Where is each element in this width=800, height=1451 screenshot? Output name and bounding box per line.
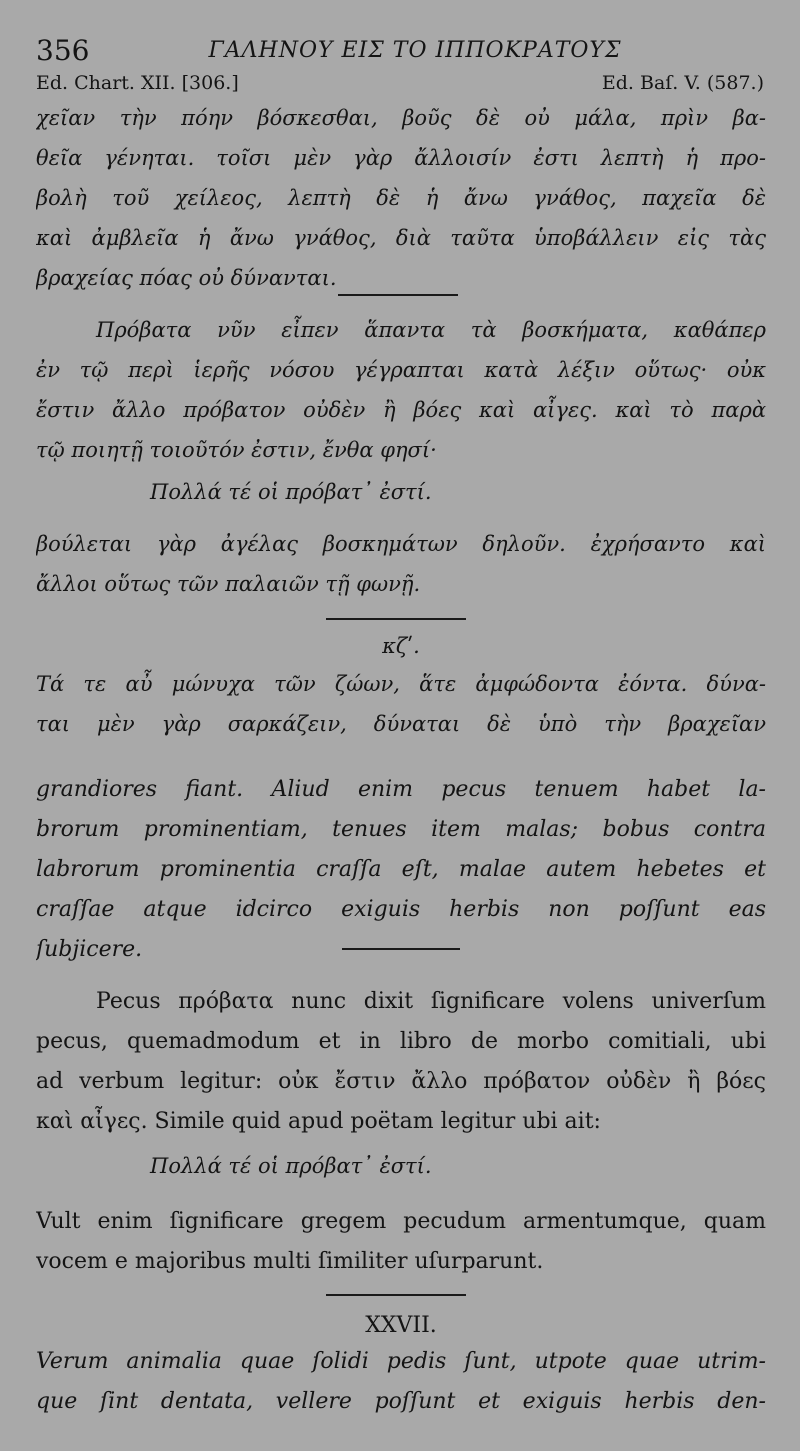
- page-number: 356: [36, 34, 90, 67]
- text-line: καὶ αἶγες. Simile quid apud poëtam legitur ubi ait:: [36, 1109, 601, 1134]
- text-line: τῷ ποιητῇ τοιοῦτόν ἐστιν, ἔνθα φησί·: [36, 438, 437, 462]
- text-line: vocem e majoribus multi ſimiliter uſurparunt.: [36, 1249, 544, 1274]
- text-line: labrorum prominentia craſſa eſt, malae autem hebetes et: [36, 857, 766, 882]
- text-line: βούλεται γὰρ ἀγέλας βοσκημάτων δηλοῦν. ἐχρήσαντο καὶ: [36, 532, 766, 556]
- greek-paragraph-2: [36, 310, 766, 470]
- text-line: Pecus πρόβατα nunc dixit ſignificare volens univerſum: [96, 989, 766, 1014]
- text-line: pecus, quemadmodum et in libro de morbo comitiali, ubi: [36, 1029, 766, 1054]
- section-number: XXVII.: [365, 1313, 437, 1338]
- latin-paragraph-4: [36, 1342, 766, 1422]
- section-divider: [338, 294, 458, 296]
- text-line: ἄλλοι οὕτως τῶν παλαιῶν τῇ φωνῇ.: [36, 572, 421, 596]
- edition-right: Ed. Baſ. V. (587.): [601, 72, 764, 94]
- greek-verse-quote: Πολλά τέ οἱ πρόβατ᾽ ἐστί.: [150, 480, 432, 504]
- section-divider: [326, 618, 466, 620]
- page-header: [36, 34, 764, 68]
- running-title: ΓΑΛΗΝΟΥ ΕΙΣ ΤΟ ΙΠΠΟΚΡΑΤΟΥΣ: [208, 38, 622, 63]
- latin-section-number: [36, 1306, 766, 1346]
- section-divider: [342, 948, 460, 950]
- text-line: θεῖα γένηται. τοῖσι μὲν γὰρ ἄλλοισίν ἐστι λεπτὴ ἡ προ-: [36, 146, 766, 170]
- text-line: ἔστιν ἄλλο πρόβατον οὐδὲν ἢ βόες καὶ αἶγες. καὶ τὸ παρὰ: [36, 398, 766, 422]
- text-line: βραχείας πόας οὐ δύνανται.: [36, 266, 337, 290]
- greek-section-number: [36, 626, 766, 666]
- text-line: Τά τε αὖ μώνυχα τῶν ζώων, ἅτε ἀμφώδοντα ἐόντα. δύνα-: [36, 672, 766, 696]
- greek-paragraph-3: [36, 524, 766, 604]
- text-line: grandiores fiant. Aliud enim pecus tenuem habet la-: [36, 777, 766, 802]
- text-line: ſubjicere.: [36, 937, 143, 962]
- latin-paragraph-1: [36, 770, 766, 970]
- text-line: Πρόβατα νῦν εἶπεν ἅπαντα τὰ βοσκήματα, καθάπερ: [96, 318, 766, 342]
- text-line: ad verbum legitur: οὐκ ἔστιν ἄλλο πρόβατον οὐδὲν ἢ βόες: [36, 1069, 766, 1094]
- latin-paragraph-3: [36, 1202, 766, 1282]
- edition-left: Ed. Chart. XII. [306.]: [36, 72, 239, 94]
- latin-verse-quote: Πολλά τέ οἱ πρόβατ᾽ ἐστί.: [150, 1154, 432, 1178]
- text-line: craſſae atque idcirco exiguis herbis non poſſunt eas: [36, 897, 766, 922]
- text-line: βολὴ τοῦ χείλεος, λεπτὴ δὲ ἡ ἄνω γνάθος, παχεῖα δὲ: [36, 186, 766, 210]
- text-line: ἐν τῷ περὶ ἱερῆς νόσου γέγραπται κατὰ λέξιν οὕτως· οὐκ: [36, 358, 766, 382]
- latin-paragraph-2: [36, 982, 766, 1142]
- text-line: que ſint dentata, vellere poſſunt et exiguis herbis den-: [36, 1389, 766, 1414]
- section-divider: [326, 1294, 466, 1296]
- text-line: Verum animalia quae ſolidi pedis ſunt, utpote quae utrim-: [36, 1349, 766, 1374]
- text-line: χεῖαν τὴν πόην βόσκεσθαι, βοῦς δὲ οὐ μάλα, πρὶν βα-: [36, 106, 766, 130]
- section-number: κζʹ.: [382, 634, 420, 658]
- text-line: ται μὲν γὰρ σαρκάζειν, δύναται δὲ ὑπὸ τὴν βραχεῖαν: [36, 712, 766, 736]
- text-line: Vult enim ſignificare gregem pecudum armentumque, quam: [36, 1209, 766, 1234]
- greek-paragraph-1: [36, 98, 766, 298]
- greek-paragraph-4: [36, 664, 766, 744]
- edition-line: [36, 72, 764, 100]
- text-line: brorum prominentiam, tenues item malas; bobus contra: [36, 817, 766, 842]
- text-line: καὶ ἀμβλεῖα ἡ ἄνω γνάθος, διὰ ταῦτα ὑποβάλλειν εἰς τὰς: [36, 226, 766, 250]
